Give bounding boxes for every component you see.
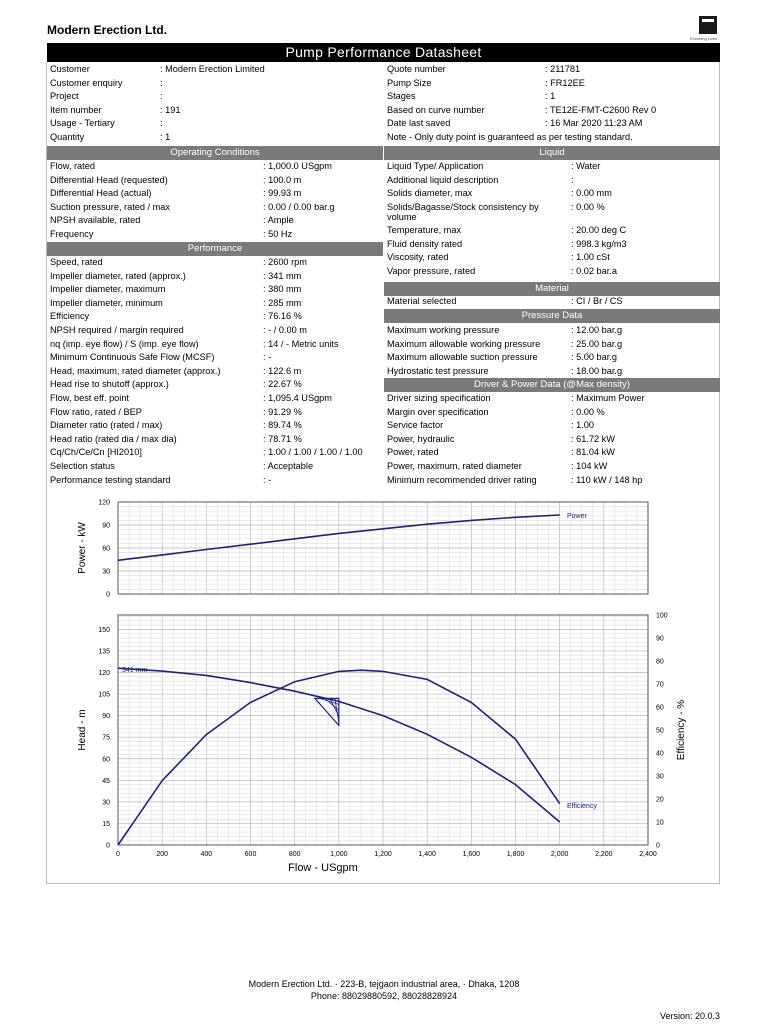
field-value: : 285 mm [263, 297, 302, 308]
field-label: Cq/Ch/Ce/Cn [HI2010] [50, 447, 142, 458]
field-value: : 5.00 bar.g [571, 352, 617, 363]
field-label: NPSH required / margin required [50, 325, 184, 335]
field-value: : Water [571, 161, 601, 171]
power-chart-ytick-label: 90 [102, 522, 110, 530]
field-value: : Acceptable [263, 461, 314, 471]
field-label: Performance testing standard [50, 474, 171, 485]
field-label: Customer [50, 64, 90, 74]
field-value: : 50 Hz [263, 229, 293, 239]
head-chart-ytick-label: 75 [102, 734, 110, 742]
field-value: : CI / Br / CS [571, 296, 623, 306]
field-label: Minimum Continuous Safe Flow (MCSF) [50, 352, 215, 363]
field-label: Differential Head (actual) [50, 188, 152, 199]
field-value: : 0.00 mm [571, 188, 612, 199]
performance-header: Performance [47, 242, 383, 256]
field-label: Hydrostatic test pressure [387, 365, 489, 376]
field-value: : 22.67 % [263, 379, 302, 390]
footer-phone: Phone: 88029880592, 88028828924 [310, 991, 458, 1001]
efficiency-ytick-label: 90 [656, 635, 664, 643]
field-value: : [160, 118, 163, 129]
field-label: Viscosity, rated [387, 252, 449, 263]
field-value: : - [263, 352, 272, 363]
field-value: : 1 [160, 132, 171, 142]
field-value: : Ample [263, 215, 294, 226]
power-chart-ytick-label: 30 [102, 568, 110, 576]
field-label: Pump Size [387, 77, 432, 88]
field-label: Margin over specification [387, 406, 489, 417]
flow-xtick-label: 2,200 [595, 851, 613, 858]
field-value: : 341 mm [263, 270, 302, 281]
flow-xtick-label: 600 [244, 851, 257, 858]
field-label: Flow, rated [50, 161, 95, 171]
field-label: Driver sizing specification [387, 393, 491, 403]
field-label: Impeller diameter, minimum [50, 297, 163, 308]
field-value: : 1.00 cSt [571, 252, 610, 263]
field-value: : 25.00 bar.g [571, 338, 623, 349]
field-value: : 1,095.4 USgpm [263, 393, 332, 403]
head-chart-ytick-label: 90 [102, 713, 110, 721]
field-label: Based on curve number [387, 104, 485, 115]
head-chart-ytick-label: 15 [102, 820, 110, 828]
field-label: nq (imp. eye flow) / S (imp. eye flow) [50, 338, 199, 349]
field-value: : 104 kW [571, 461, 608, 471]
operating-conditions-header: Operating Conditions [47, 146, 383, 160]
field-label: Quote number [387, 64, 446, 74]
company-name: Modern Erection Ltd. [47, 23, 167, 37]
head-chart-ytick-label: 45 [102, 777, 110, 785]
version-label: Version: 20.0.3 [659, 1011, 720, 1021]
field-label: Speed, rated [50, 257, 103, 267]
field-label: Head, maximum, rated diameter (approx.) [50, 365, 221, 376]
field-value: : 89.74 % [263, 420, 302, 431]
field-label: Head rise to shutoff (approx.) [50, 379, 169, 390]
field-label: Flow ratio, rated / BEP [50, 406, 142, 417]
field-value: : 81.04 kW [571, 447, 615, 458]
efficiency-ytick-label: 50 [656, 727, 664, 735]
field-value: : 78.71 % [263, 433, 302, 444]
logo-caption: Enriching Lives [690, 36, 718, 41]
field-label: Quantity [50, 132, 85, 142]
field-label: Customer enquiry [50, 77, 123, 88]
footer-address: Modern Erection Ltd. · 223-B, tejgaon industrial area, · Dhaka, 1208 [248, 979, 520, 989]
flow-xtick-label: 200 [156, 851, 169, 858]
flow-xtick-label: 1,800 [506, 851, 525, 858]
field-label: Head ratio (rated dia / max dia) [50, 433, 177, 444]
pressure-data-header: Pressure Data [384, 309, 720, 323]
field-label: Additional liquid description [387, 174, 499, 185]
field-value: : 998.3 kg/m3 [571, 238, 627, 249]
flow-xtick-label: 2,400 [639, 851, 657, 858]
field-label: Maximum allowable suction pressure [387, 352, 538, 363]
head-axis-label: Head - m [77, 709, 88, 751]
efficiency-axis-label: Efficiency - % [676, 699, 687, 761]
material-header: Material [384, 282, 720, 296]
field-value: : 1 [545, 91, 556, 102]
power-chart-ytick-label: 120 [98, 499, 110, 507]
field-label: volume [387, 211, 417, 222]
head-chart-ytick-label: 0 [106, 842, 110, 850]
power-chart-ytick-label: 60 [102, 545, 110, 553]
field-label: NPSH available, rated [50, 215, 141, 226]
liquid-header: Liquid [384, 146, 720, 160]
field-label: Power, maximum, rated diameter [387, 461, 522, 471]
power-axis-label: Power - kW [77, 522, 88, 574]
field-label: Service factor [387, 420, 444, 431]
efficiency-ytick-label: 0 [656, 842, 660, 850]
efficiency-series-label: Efficiency [567, 803, 597, 810]
field-value: : 0.00 % [571, 406, 605, 417]
efficiency-ytick-label: 10 [656, 819, 664, 827]
field-label: Fluid density rated [387, 238, 463, 249]
flow-xtick-label: 1,600 [462, 851, 481, 858]
field-value: : 61.72 kW [571, 433, 615, 444]
field-value: : 211781 [545, 64, 581, 74]
impeller-diameter-label: 341 mm [122, 667, 148, 674]
field-value: : 76.16 % [263, 311, 302, 322]
field-label: Liquid Type/ Application [387, 161, 484, 171]
efficiency-ytick-label: 20 [656, 796, 664, 804]
field-value: : 191 [160, 104, 181, 115]
field-label: Power, rated [387, 447, 439, 458]
field-value: : - [263, 474, 272, 485]
field-value: : 0.00 / 0.00 bar.g [263, 201, 335, 212]
field-value: : 91.29 % [263, 406, 302, 417]
datasheet-title: Pump Performance Datasheet [47, 43, 720, 62]
field-label: Material selected [387, 296, 457, 306]
field-value: : Maximum Power [571, 393, 645, 403]
head-chart-ytick-label: 120 [98, 670, 110, 677]
flow-xtick-label: 1,400 [418, 851, 436, 858]
field-value: : 122.6 m [263, 365, 302, 376]
field-label: Date last saved [387, 118, 451, 129]
field-label: Power, hydraulic [387, 433, 455, 444]
field-value: : 16 Mar 2020 11:23 AM [545, 118, 643, 129]
field-label: Stages [387, 91, 416, 102]
field-label: Note - Only duty point is guaranteed as per testing standard. [387, 132, 633, 142]
field-value: : [160, 77, 163, 88]
flow-xtick-label: 0 [116, 851, 120, 858]
field-label: Solids/Bagasse/Stock consistency by [387, 201, 539, 212]
field-label: Impeller diameter, rated (approx.) [50, 270, 186, 281]
field-value: : 380 mm [263, 284, 302, 295]
driver-power-header: Driver & Power Data (@Max density) [384, 378, 720, 392]
field-value: : 99.93 m [263, 188, 302, 199]
field-value: : 12.00 bar.g [571, 325, 623, 335]
flow-xtick-label: 1,000 [330, 851, 348, 858]
head-chart-ytick-label: 150 [98, 626, 110, 634]
field-value: : Modern Erection Limited [160, 64, 265, 74]
field-value: : 2600 rpm [263, 257, 307, 267]
field-value: : 14 / - Metric units [263, 338, 339, 349]
field-label: Usage - Tertiary [50, 118, 115, 129]
field-value: : 0.02 bar.a [571, 265, 617, 276]
field-value: : 18.00 bar.g [571, 365, 623, 376]
field-label: Minimum recommended driver rating [387, 474, 537, 485]
field-label: Selection status [50, 461, 115, 471]
field-value: : 100.0 m [263, 174, 302, 185]
field-value: : FR12EE [545, 77, 585, 88]
efficiency-ytick-label: 30 [656, 773, 664, 781]
field-label: Suction pressure, rated / max [50, 201, 171, 212]
field-label: Vapor pressure, rated [387, 265, 476, 276]
efficiency-ytick-label: 100 [656, 612, 668, 620]
field-label: Solids diameter, max [387, 188, 473, 199]
head-chart-ytick-label: 30 [102, 799, 110, 807]
flow-xtick-label: 800 [288, 851, 301, 858]
field-label: Diameter ratio (rated / max) [50, 420, 163, 431]
head-chart-ytick-label: 60 [102, 756, 110, 764]
head-chart-ytick-label: 135 [98, 648, 110, 656]
field-value: : 1,000.0 USgpm [263, 161, 332, 171]
field-value: : 1.00 / 1.00 / 1.00 / 1.00 [263, 447, 363, 458]
field-value: : 0.00 % [571, 201, 605, 212]
field-label: Project [50, 91, 79, 102]
field-value: : 110 kW / 148 hp [571, 474, 643, 485]
field-label: Maximum working pressure [387, 325, 500, 335]
power-chart-ytick-label: 0 [106, 591, 110, 599]
flow-xtick-label: 2,000 [550, 851, 569, 858]
efficiency-ytick-label: 80 [656, 658, 664, 666]
field-value: : [160, 91, 163, 102]
field-label: Item number [50, 104, 102, 115]
field-label: Impeller diameter, maximum [50, 284, 166, 295]
field-value: : TE12E-FMT-C2600 Rev 0 [545, 104, 657, 115]
head-chart-ytick-label: 105 [98, 691, 110, 699]
field-label: Temperature, max [387, 225, 462, 235]
flow-axis-label: Flow - USgpm [288, 862, 358, 874]
field-label: Maximum allowable working pressure [387, 338, 541, 349]
efficiency-ytick-label: 60 [656, 704, 664, 712]
field-label: Differential Head (requested) [50, 174, 168, 185]
field-value: : 1.00 [571, 420, 594, 431]
efficiency-ytick-label: 70 [656, 681, 664, 689]
field-value: : [571, 174, 574, 185]
power-series-label: Power [567, 513, 587, 520]
field-label: Efficiency [50, 311, 90, 322]
field-value: : 20.00 deg C [571, 225, 627, 235]
field-value: : - / 0.00 m [263, 325, 307, 335]
field-label: Frequency [50, 229, 94, 239]
field-label: Flow, best eff. point [50, 393, 129, 403]
flow-xtick-label: 1,200 [374, 851, 392, 858]
efficiency-ytick-label: 40 [656, 750, 664, 758]
flow-xtick-label: 400 [200, 851, 213, 858]
